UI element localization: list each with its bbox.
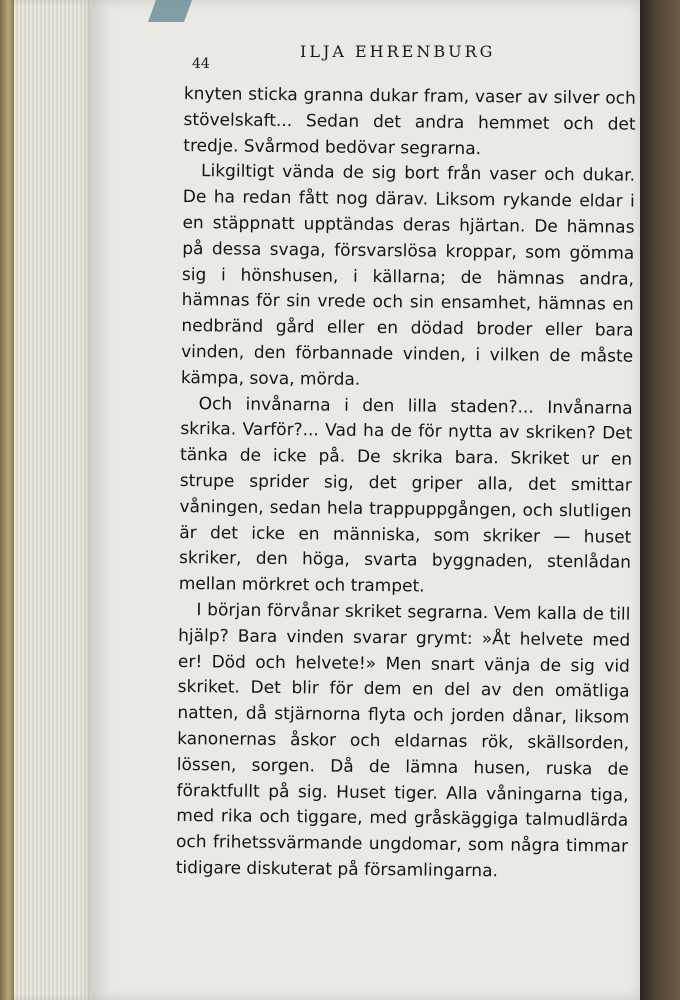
paragraph: knyten sticka granna dukar fram, vaser av silver och stövelskaft... Sedan det andra hemmet och det tredje. Svårmod bedövar segrarna. — [183, 83, 636, 159]
running-head: ILJA EHRENBURG — [300, 42, 496, 61]
book-binding-shadow — [640, 0, 680, 1000]
book-cover-edge — [0, 0, 14, 1000]
page-number: 44 — [192, 56, 210, 72]
paragraph: I början förvånar skriket segrarna. Vem kalla de till hjälp? Bara vinden svarar grymt: »Åt helvete med er! Död och helvete!» Men snart vänja de sig vid skriket. Det blir för dem en del av den omätliga natten, då stjärnorna flyta och jorden dånar, liksom kanonernas åskor och eldarnas rök, skällsorden, lössen, sorgen. Då de lämna husen, ruska de föraktfullt på sig. Huset tiger. Alla våningarna tiga, med rika och tiggare, med gråskäggiga talmudlärda och frihetssvärmande ungdomar, som några timmar tidigare diskuterat på församlingarna. — [175, 600, 631, 882]
page-stack-edge — [14, 0, 94, 1000]
paragraph: Likgiltigt vända de sig bort från vaser och dukar. De ha redan fått nog därav. Liksom rykande eldar i en stäppnatt upptändas deras hjärtan. De hämnas på dessa svaga, försvarslösa kroppar, som gömma sig i hönshusen, i källarna; de hämnas andra, hämnas för sin vrede och sin ensamhet, hämnas en nedbränd gård eller en dödad broder eller bara vinden, den förbannade vinden, i vilken de måste kämpa, sova, mörda. — [180, 161, 636, 390]
paragraph: Och invånarna i den lilla staden?... Invånarna skrika. Varför?... Vad ha de för nytta av skriken? Det tänka de icke på. De skrika bara. Skriket ur en strupe sprider sig, det griper alla, det smittar våningen, sedan hela trappuppgången, och slutligen är det icke en människa, som skriker — huset skriker, den höga, svarta byggnaden, stenlådan mellan mörkret och trampet. — [178, 393, 633, 597]
body-text — [176, 82, 636, 886]
